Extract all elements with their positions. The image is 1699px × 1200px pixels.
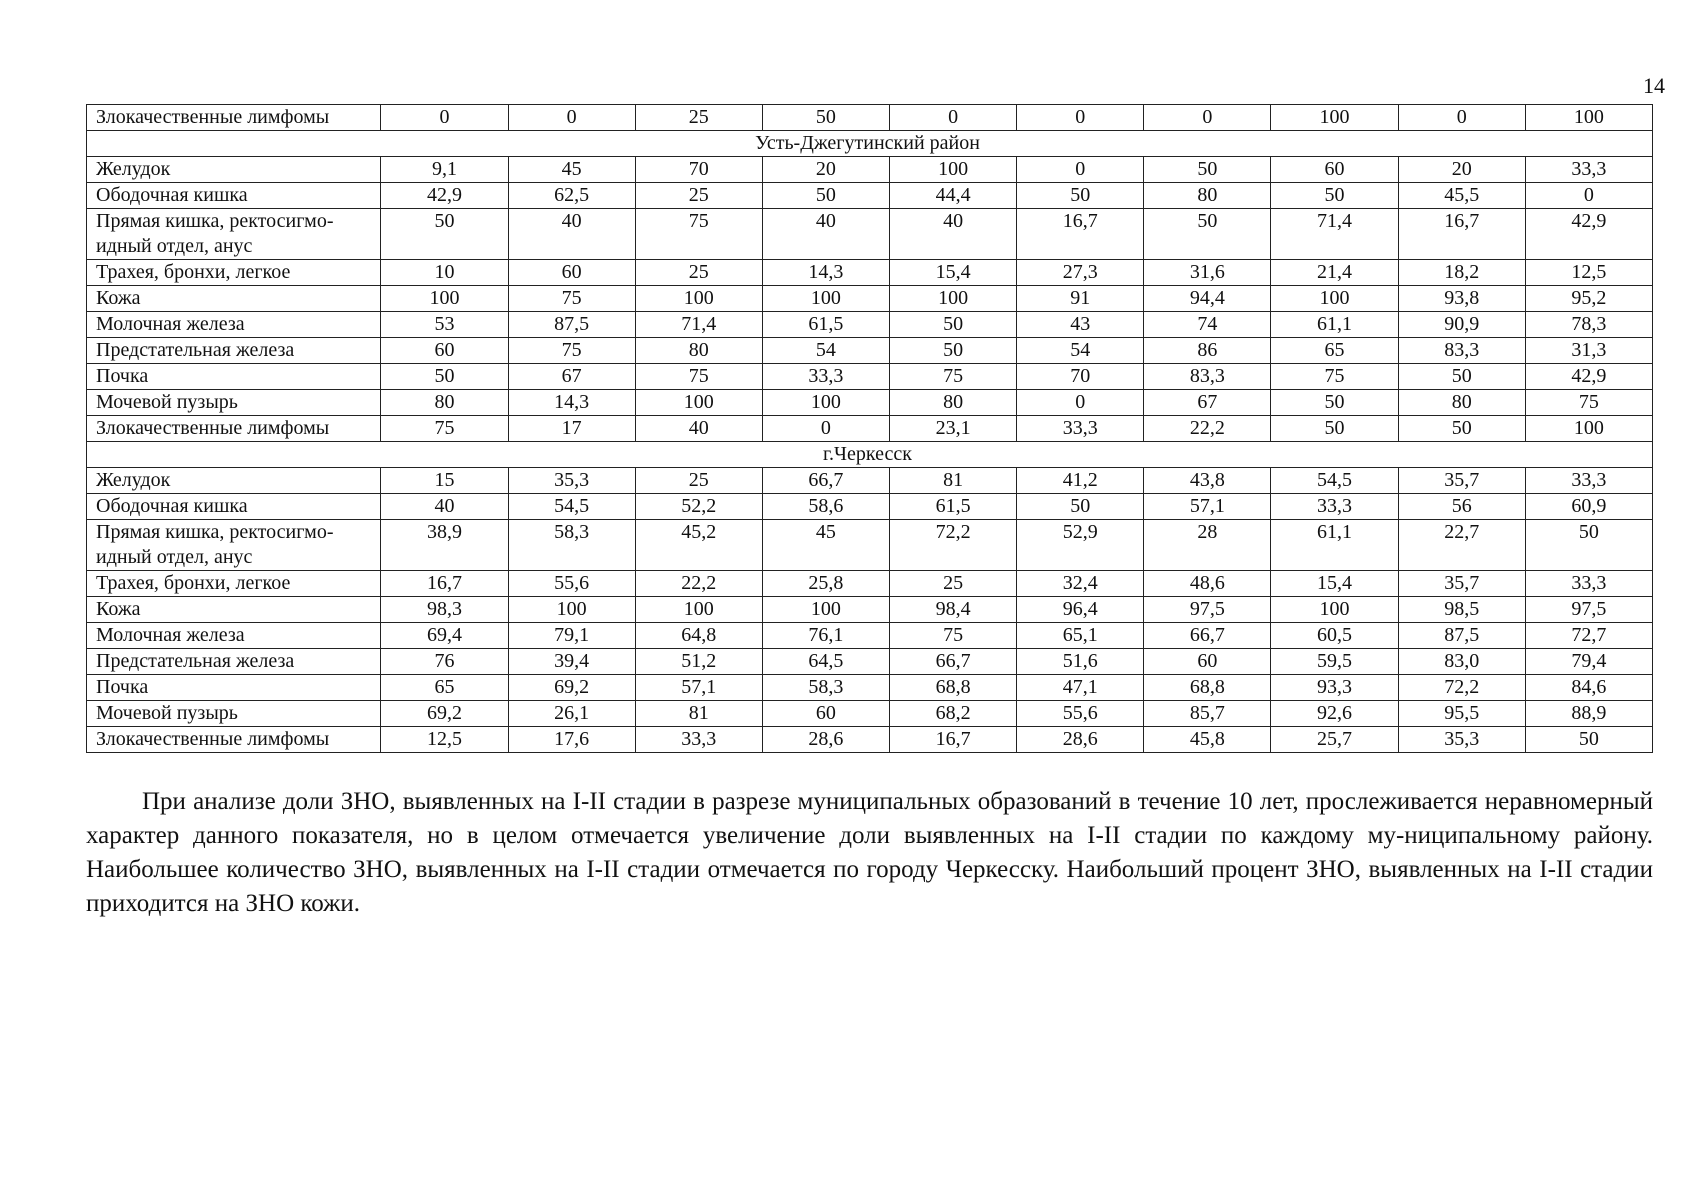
table-cell: 45 xyxy=(762,520,889,571)
table-cell: 100 xyxy=(508,597,635,623)
table-cell: 87,5 xyxy=(508,312,635,338)
table-cell: 80 xyxy=(890,390,1017,416)
table-cell: 15,4 xyxy=(890,260,1017,286)
table-cell: 75 xyxy=(1525,390,1652,416)
table-cell: 40 xyxy=(635,416,762,442)
row-label: Прямая кишка, ректосигмо-идный отдел, анус xyxy=(87,209,381,260)
table-cell: 66,7 xyxy=(762,468,889,494)
table-cell: 27,3 xyxy=(1017,260,1144,286)
table-cell: 25 xyxy=(635,468,762,494)
table-cell: 61,5 xyxy=(890,494,1017,520)
table-cell: 0 xyxy=(890,105,1017,131)
table-cell: 100 xyxy=(635,286,762,312)
table-cell: 50 xyxy=(890,338,1017,364)
table-cell: 16,7 xyxy=(1017,209,1144,260)
table-cell: 85,7 xyxy=(1144,701,1271,727)
table-row xyxy=(87,520,1653,571)
table-cell: 42,9 xyxy=(1525,364,1652,390)
table-cell: 40 xyxy=(890,209,1017,260)
table-cell: 100 xyxy=(635,390,762,416)
section-title: Усть-Джегутинский район xyxy=(87,131,1653,157)
table-cell: 98,3 xyxy=(381,597,508,623)
table-cell: 79,4 xyxy=(1525,649,1652,675)
table-cell: 12,5 xyxy=(1525,260,1652,286)
row-label: Злокачественные лимфомы xyxy=(87,727,381,753)
table-cell: 65 xyxy=(1271,338,1398,364)
table-cell: 12,5 xyxy=(381,727,508,753)
table-cell: 56 xyxy=(1398,494,1525,520)
table-cell: 52,2 xyxy=(635,494,762,520)
table-cell: 14,3 xyxy=(762,260,889,286)
table-cell: 71,4 xyxy=(635,312,762,338)
row-label: Ободочная кишка xyxy=(87,183,381,209)
table-cell: 20 xyxy=(1398,157,1525,183)
table-cell: 0 xyxy=(762,416,889,442)
table-cell: 40 xyxy=(508,209,635,260)
table-cell: 14,3 xyxy=(508,390,635,416)
table-cell: 80 xyxy=(1398,390,1525,416)
table-row xyxy=(87,701,1653,727)
table-cell: 64,5 xyxy=(762,649,889,675)
row-label: Прямая кишка, ректосигмо-идный отдел, анус xyxy=(87,520,381,571)
table-cell: 69,2 xyxy=(508,675,635,701)
table-row xyxy=(87,649,1653,675)
table-cell: 31,6 xyxy=(1144,260,1271,286)
row-label: Злокачественные лимфомы xyxy=(87,105,381,131)
row-label: Почка xyxy=(87,675,381,701)
table-cell: 50 xyxy=(1398,416,1525,442)
table-row xyxy=(87,571,1653,597)
table-cell: 0 xyxy=(381,105,508,131)
table-cell: 50 xyxy=(1271,390,1398,416)
table-cell: 100 xyxy=(762,597,889,623)
table-cell: 65,1 xyxy=(1017,623,1144,649)
table-cell: 72,7 xyxy=(1525,623,1652,649)
table-cell: 54 xyxy=(1017,338,1144,364)
table-cell: 60,5 xyxy=(1271,623,1398,649)
row-label: Предстательная железа xyxy=(87,338,381,364)
table-cell: 70 xyxy=(1017,364,1144,390)
row-label: Предстательная железа xyxy=(87,649,381,675)
table-cell: 75 xyxy=(635,364,762,390)
table-cell: 95,5 xyxy=(1398,701,1525,727)
page-number: 14 xyxy=(1643,73,1665,98)
table-cell: 93,8 xyxy=(1398,286,1525,312)
row-label: Кожа xyxy=(87,286,381,312)
table-cell: 70 xyxy=(635,157,762,183)
table-cell: 83,3 xyxy=(1144,364,1271,390)
table-cell: 50 xyxy=(381,209,508,260)
table-cell: 18,2 xyxy=(1398,260,1525,286)
table-cell: 68,8 xyxy=(1144,675,1271,701)
table-cell: 79,1 xyxy=(508,623,635,649)
row-label: Молочная железа xyxy=(87,623,381,649)
table-cell: 68,8 xyxy=(890,675,1017,701)
table-cell: 33,3 xyxy=(1017,416,1144,442)
table-cell: 38,9 xyxy=(381,520,508,571)
row-label: Молочная железа xyxy=(87,312,381,338)
table-cell: 75 xyxy=(508,286,635,312)
table-cell: 0 xyxy=(508,105,635,131)
table-cell: 80 xyxy=(381,390,508,416)
table-row xyxy=(87,364,1653,390)
table-cell: 47,1 xyxy=(1017,675,1144,701)
table-cell: 60 xyxy=(1144,649,1271,675)
table-cell: 100 xyxy=(381,286,508,312)
table-cell: 81 xyxy=(890,468,1017,494)
table-cell: 16,7 xyxy=(1398,209,1525,260)
table-cell: 33,3 xyxy=(762,364,889,390)
table-cell: 62,5 xyxy=(508,183,635,209)
table-row xyxy=(87,338,1653,364)
table-cell: 95,2 xyxy=(1525,286,1652,312)
table-cell: 58,3 xyxy=(508,520,635,571)
section-header-row xyxy=(87,442,1653,468)
row-label: Желудок xyxy=(87,157,381,183)
table-cell: 66,7 xyxy=(890,649,1017,675)
table-cell: 25,8 xyxy=(762,571,889,597)
table-cell: 60 xyxy=(762,701,889,727)
table-cell: 0 xyxy=(1398,105,1525,131)
row-label: Желудок xyxy=(87,468,381,494)
table-row xyxy=(87,286,1653,312)
table-cell: 44,4 xyxy=(890,183,1017,209)
table-cell: 50 xyxy=(1398,364,1525,390)
table-cell: 42,9 xyxy=(381,183,508,209)
table-cell: 90,9 xyxy=(1398,312,1525,338)
analysis-paragraph: При анализе доли ЗНО, выявленных на I-II стадии в разрезе муниципальных образований в течение 10 лет, прослеживается неравномерный характер данного показателя, но в целом отмечается увеличение доли выявленных на I-II стадии по каждому му-ниципальному району. Наибольшее количество ЗНО, выявленных на I-II стадии отмечается по городу Черкесску. Наибольший процент ЗНО, выявленных на I-II стадии приходится на ЗНО кожи. xyxy=(86,788,1653,917)
table-cell: 61,1 xyxy=(1271,312,1398,338)
table-cell: 75 xyxy=(890,364,1017,390)
table-cell: 100 xyxy=(1525,105,1652,131)
table-cell: 52,9 xyxy=(1017,520,1144,571)
table-cell: 75 xyxy=(381,416,508,442)
table-cell: 31,3 xyxy=(1525,338,1652,364)
table-cell: 21,4 xyxy=(1271,260,1398,286)
table-cell: 43,8 xyxy=(1144,468,1271,494)
table-row xyxy=(87,157,1653,183)
table-cell: 51,2 xyxy=(635,649,762,675)
table-cell: 50 xyxy=(1017,494,1144,520)
table-cell: 61,1 xyxy=(1271,520,1398,571)
table-cell: 88,9 xyxy=(1525,701,1652,727)
table-cell: 69,2 xyxy=(381,701,508,727)
table-cell: 33,3 xyxy=(1525,571,1652,597)
table-cell: 93,3 xyxy=(1271,675,1398,701)
table-cell: 28,6 xyxy=(762,727,889,753)
table-row xyxy=(87,416,1653,442)
table-cell: 26,1 xyxy=(508,701,635,727)
table-cell: 61,5 xyxy=(762,312,889,338)
table-cell: 100 xyxy=(635,597,762,623)
row-label: Мочевой пузырь xyxy=(87,701,381,727)
table-cell: 40 xyxy=(381,494,508,520)
table-cell: 15 xyxy=(381,468,508,494)
table-row xyxy=(87,675,1653,701)
table-cell: 50 xyxy=(381,364,508,390)
table-row xyxy=(87,623,1653,649)
table-cell: 92,6 xyxy=(1271,701,1398,727)
table-cell: 50 xyxy=(762,105,889,131)
table-row xyxy=(87,727,1653,753)
table-row xyxy=(87,105,1653,131)
table-cell: 15,4 xyxy=(1271,571,1398,597)
table-cell: 67 xyxy=(508,364,635,390)
table-cell: 66,7 xyxy=(1144,623,1271,649)
table-cell: 0 xyxy=(1017,390,1144,416)
table-cell: 97,5 xyxy=(1525,597,1652,623)
table-cell: 98,5 xyxy=(1398,597,1525,623)
table-cell: 45,2 xyxy=(635,520,762,571)
table-row xyxy=(87,312,1653,338)
table-cell: 50 xyxy=(1525,727,1652,753)
table-cell: 58,6 xyxy=(762,494,889,520)
table-cell: 60 xyxy=(508,260,635,286)
table-cell: 0 xyxy=(1525,183,1652,209)
row-label: Почка xyxy=(87,364,381,390)
table-cell: 41,2 xyxy=(1017,468,1144,494)
table-cell: 65 xyxy=(381,675,508,701)
table-cell: 20 xyxy=(762,157,889,183)
table-cell: 25 xyxy=(635,183,762,209)
table-cell: 60 xyxy=(1271,157,1398,183)
table-cell: 0 xyxy=(1017,105,1144,131)
table-cell: 64,8 xyxy=(635,623,762,649)
table-cell: 35,7 xyxy=(1398,571,1525,597)
table-cell: 60,9 xyxy=(1525,494,1652,520)
table-cell: 78,3 xyxy=(1525,312,1652,338)
table-row xyxy=(87,597,1653,623)
section-header-row xyxy=(87,131,1653,157)
table-cell: 33,3 xyxy=(1271,494,1398,520)
table-cell: 45 xyxy=(508,157,635,183)
table-cell: 87,5 xyxy=(1398,623,1525,649)
table-cell: 54,5 xyxy=(1271,468,1398,494)
table-cell: 83,0 xyxy=(1398,649,1525,675)
table-cell: 45,5 xyxy=(1398,183,1525,209)
table-cell: 25,7 xyxy=(1271,727,1398,753)
table-cell: 48,6 xyxy=(1144,571,1271,597)
table-cell: 67 xyxy=(1144,390,1271,416)
row-label: Трахея, бронхи, легкое xyxy=(87,260,381,286)
row-label: Трахея, бронхи, легкое xyxy=(87,571,381,597)
table-cell: 50 xyxy=(1144,157,1271,183)
table-cell: 91 xyxy=(1017,286,1144,312)
table-cell: 100 xyxy=(762,390,889,416)
table-cell: 33,3 xyxy=(1525,468,1652,494)
table-cell: 54,5 xyxy=(508,494,635,520)
table-cell: 50 xyxy=(1144,209,1271,260)
table-cell: 72,2 xyxy=(1398,675,1525,701)
table-cell: 50 xyxy=(890,312,1017,338)
table-cell: 76,1 xyxy=(762,623,889,649)
table-cell: 76 xyxy=(381,649,508,675)
table-cell: 40 xyxy=(762,209,889,260)
table-cell: 0 xyxy=(1017,157,1144,183)
row-label: Кожа xyxy=(87,597,381,623)
table-cell: 86 xyxy=(1144,338,1271,364)
table-cell: 35,7 xyxy=(1398,468,1525,494)
table-cell: 94,4 xyxy=(1144,286,1271,312)
table-cell: 100 xyxy=(1525,416,1652,442)
table-cell: 50 xyxy=(1271,416,1398,442)
table-cell: 98,4 xyxy=(890,597,1017,623)
table-cell: 25 xyxy=(635,105,762,131)
table-row xyxy=(87,260,1653,286)
row-label: Злокачественные лимфомы xyxy=(87,416,381,442)
table-cell: 22,2 xyxy=(1144,416,1271,442)
table-cell: 57,1 xyxy=(1144,494,1271,520)
table-cell: 68,2 xyxy=(890,701,1017,727)
table-cell: 80 xyxy=(1144,183,1271,209)
table-body xyxy=(87,105,1653,753)
table-cell: 69,4 xyxy=(381,623,508,649)
table-cell: 50 xyxy=(762,183,889,209)
table-cell: 100 xyxy=(1271,597,1398,623)
section-title: г.Черкесск xyxy=(87,442,1653,468)
table-cell: 22,2 xyxy=(635,571,762,597)
table-cell: 55,6 xyxy=(508,571,635,597)
table-cell: 32,4 xyxy=(1017,571,1144,597)
table-cell: 22,7 xyxy=(1398,520,1525,571)
data-table-container xyxy=(86,104,1653,753)
table-cell: 75 xyxy=(508,338,635,364)
table-cell: 9,1 xyxy=(381,157,508,183)
table-row xyxy=(87,468,1653,494)
table-cell: 28 xyxy=(1144,520,1271,571)
table-cell: 23,1 xyxy=(890,416,1017,442)
table-cell: 60 xyxy=(381,338,508,364)
table-cell: 100 xyxy=(1271,286,1398,312)
table-row xyxy=(87,209,1653,260)
table-cell: 97,5 xyxy=(1144,597,1271,623)
table-cell: 58,3 xyxy=(762,675,889,701)
table-row xyxy=(87,183,1653,209)
table-cell: 71,4 xyxy=(1271,209,1398,260)
table-cell: 33,3 xyxy=(635,727,762,753)
table-row xyxy=(87,390,1653,416)
table-cell: 50 xyxy=(1017,183,1144,209)
table-cell: 100 xyxy=(890,286,1017,312)
table-cell: 25 xyxy=(635,260,762,286)
table-cell: 17,6 xyxy=(508,727,635,753)
table-cell: 17 xyxy=(508,416,635,442)
table-cell: 100 xyxy=(762,286,889,312)
table-cell: 25 xyxy=(890,571,1017,597)
table-cell: 55,6 xyxy=(1017,701,1144,727)
table-cell: 75 xyxy=(890,623,1017,649)
table-cell: 53 xyxy=(381,312,508,338)
table-cell: 100 xyxy=(1271,105,1398,131)
table-cell: 59,5 xyxy=(1271,649,1398,675)
table-cell: 83,3 xyxy=(1398,338,1525,364)
table-cell: 28,6 xyxy=(1017,727,1144,753)
row-label: Ободочная кишка xyxy=(87,494,381,520)
table-cell: 75 xyxy=(1271,364,1398,390)
table-cell: 50 xyxy=(1525,520,1652,571)
table-cell: 10 xyxy=(381,260,508,286)
data-table xyxy=(86,104,1653,753)
table-cell: 35,3 xyxy=(508,468,635,494)
table-cell: 96,4 xyxy=(1017,597,1144,623)
table-cell: 51,6 xyxy=(1017,649,1144,675)
table-cell: 74 xyxy=(1144,312,1271,338)
table-cell: 45,8 xyxy=(1144,727,1271,753)
table-cell: 81 xyxy=(635,701,762,727)
table-cell: 75 xyxy=(635,209,762,260)
table-cell: 16,7 xyxy=(381,571,508,597)
table-cell: 57,1 xyxy=(635,675,762,701)
table-row xyxy=(87,494,1653,520)
table-cell: 16,7 xyxy=(890,727,1017,753)
table-cell: 39,4 xyxy=(508,649,635,675)
table-cell: 80 xyxy=(635,338,762,364)
table-cell: 54 xyxy=(762,338,889,364)
table-cell: 100 xyxy=(890,157,1017,183)
row-label: Мочевой пузырь xyxy=(87,390,381,416)
table-cell: 50 xyxy=(1271,183,1398,209)
table-cell: 42,9 xyxy=(1525,209,1652,260)
table-cell: 0 xyxy=(1144,105,1271,131)
table-cell: 33,3 xyxy=(1525,157,1652,183)
table-cell: 72,2 xyxy=(890,520,1017,571)
table-cell: 43 xyxy=(1017,312,1144,338)
table-cell: 84,6 xyxy=(1525,675,1652,701)
table-cell: 35,3 xyxy=(1398,727,1525,753)
